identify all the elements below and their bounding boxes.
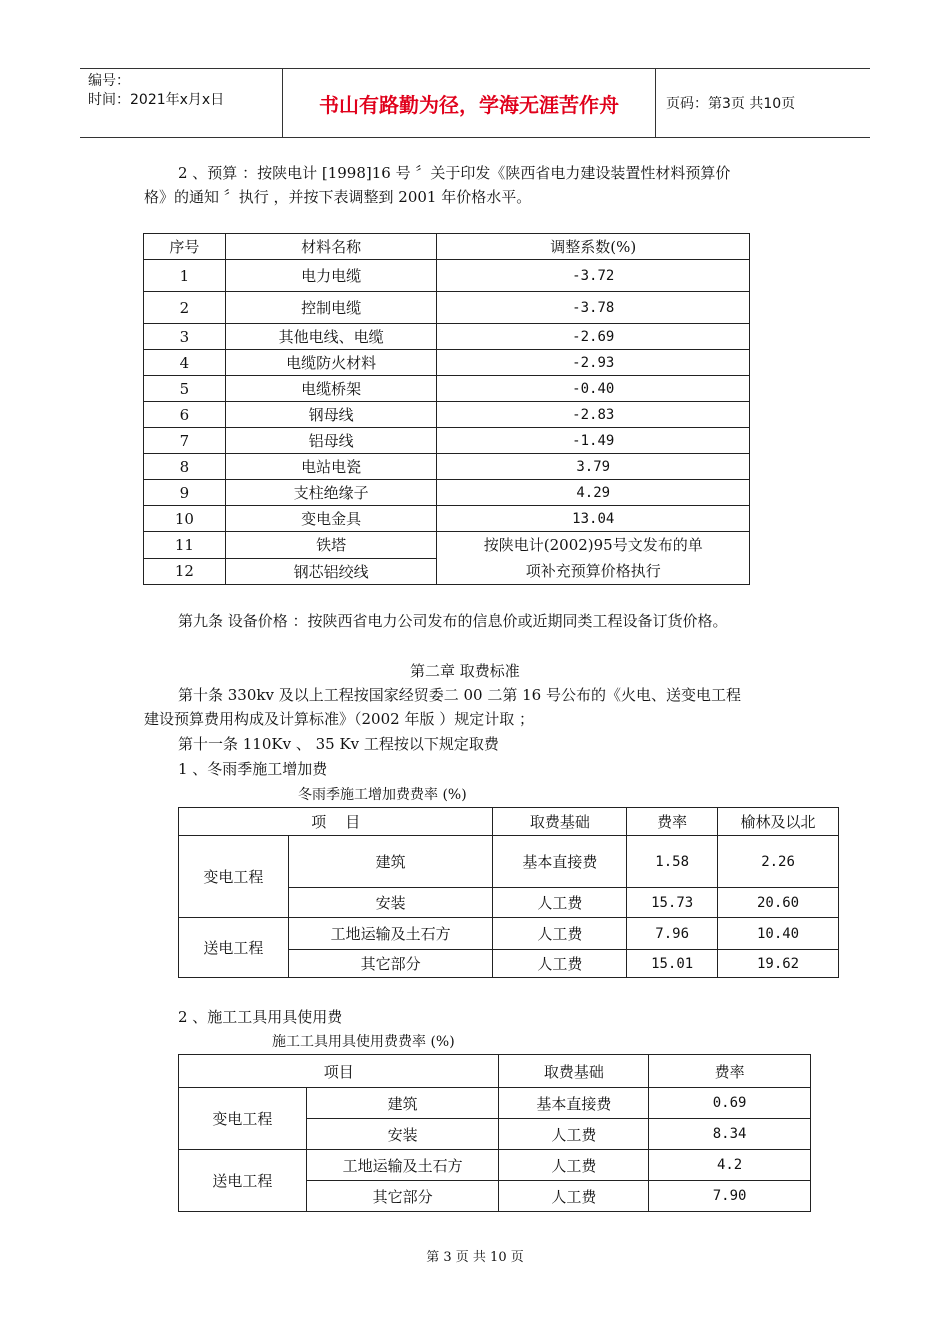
row-coef: -0.40 — [437, 376, 750, 402]
row-name: 其他电线、电缆 — [225, 324, 437, 350]
material-adjustment-table — [143, 233, 750, 585]
page-header — [80, 68, 870, 138]
row-item: 建筑 — [288, 836, 493, 888]
row-item: 建筑 — [306, 1088, 499, 1119]
row-name: 电缆桥架 — [225, 376, 437, 402]
table-row — [144, 324, 750, 350]
winter-rain-fee-table — [178, 807, 839, 978]
row-coef: -2.83 — [437, 402, 750, 428]
header-rate: 费率 — [649, 1055, 811, 1088]
row-north: 19.62 — [718, 950, 839, 978]
group-transmission: 送电工程 — [179, 918, 289, 978]
header-base: 取费基础 — [499, 1055, 649, 1088]
row-name: 电力电缆 — [225, 260, 437, 292]
row-no: 5 — [144, 376, 226, 402]
header-item: 项目 — [179, 1055, 499, 1088]
table-header-row — [144, 234, 750, 260]
header-rate: 费率 — [627, 808, 718, 836]
row-name: 支柱绝缘子 — [225, 480, 437, 506]
table-row — [144, 292, 750, 324]
header-seq: 序号 — [144, 234, 226, 260]
row-base: 人工费 — [493, 918, 627, 950]
row-coef: -1.49 — [437, 428, 750, 454]
row-name: 钢母线 — [225, 402, 437, 428]
row-north: 20.60 — [718, 888, 839, 918]
header-north: 榆林及以北 — [718, 808, 839, 836]
table-row — [144, 480, 750, 506]
row-north: 2.26 — [718, 836, 839, 888]
table-header-row — [179, 1055, 811, 1088]
item-1-heading: 1 、冬雨季施工增加费 — [178, 760, 328, 778]
row-rate: 7.90 — [649, 1181, 811, 1212]
group-substation: 变电工程 — [179, 836, 289, 918]
header-material: 材料名称 — [225, 234, 437, 260]
row-coef: -2.93 — [437, 350, 750, 376]
row-rate: 1.58 — [627, 836, 718, 888]
group-transmission: 送电工程 — [179, 1150, 307, 1212]
table-row — [144, 376, 750, 402]
header-base: 取费基础 — [493, 808, 627, 836]
merged-note-cell — [437, 532, 750, 585]
row-no: 8 — [144, 454, 226, 480]
table-row — [144, 532, 750, 559]
header-motto: 书山有路勤为径，学海无涯苦作舟 — [282, 69, 656, 137]
budget-paragraph-line1: 2 、预算 ：按陕电计 [1998]16 号 〞关于印发《陕西省电力建设装置性材料预算价 — [178, 164, 731, 182]
table-row — [144, 454, 750, 480]
article-9: 第九条 设备价格 ：按陕西省电力公司发布的信息价或近期同类工程设备订货价格。 — [178, 612, 728, 630]
row-no: 4 — [144, 350, 226, 376]
row-coef: -3.78 — [437, 292, 750, 324]
row-base: 人工费 — [493, 888, 627, 918]
table3-caption: 施工工具用具使用费费率 (%) — [272, 1034, 455, 1050]
row-name: 铝母线 — [225, 428, 437, 454]
table-header-row — [179, 808, 839, 836]
article-10-line2: 建设预算费用构成及计算标准》（2002 年版 ）规定计取 ； — [144, 710, 534, 728]
row-item: 安装 — [306, 1119, 499, 1150]
row-rate: 0.69 — [649, 1088, 811, 1119]
header-coef: 调整系数(%) — [437, 234, 750, 260]
row-no: 6 — [144, 402, 226, 428]
table-row — [144, 428, 750, 454]
row-no: 7 — [144, 428, 226, 454]
row-name: 电站电瓷 — [225, 454, 437, 480]
article-10-line1: 第十条 330kv 及以上工程按国家经贸委二 00 二第 16 号公布的《火电、送变电工程 — [178, 686, 741, 704]
date-label: 时间：2021年x月x日 — [88, 92, 225, 108]
row-item: 工地运输及土石方 — [306, 1150, 499, 1181]
row-name: 铁塔 — [225, 532, 437, 559]
row-rate: 8.34 — [649, 1119, 811, 1150]
article-11: 第十一条 110Kv 、 35 Kv 工程按以下规定取费 — [178, 735, 499, 753]
row-item: 其它部分 — [288, 950, 493, 978]
row-base: 人工费 — [499, 1150, 649, 1181]
row-no: 11 — [144, 532, 226, 559]
row-no: 3 — [144, 324, 226, 350]
row-no: 9 — [144, 480, 226, 506]
row-item: 工地运输及土石方 — [288, 918, 493, 950]
table-row — [179, 1150, 811, 1181]
table-row — [144, 402, 750, 428]
row-base: 基本直接费 — [499, 1088, 649, 1119]
row-item: 安装 — [288, 888, 493, 918]
tool-usage-fee-table — [178, 1054, 811, 1212]
group-substation: 变电工程 — [179, 1088, 307, 1150]
row-name: 钢芯铝绞线 — [225, 558, 437, 585]
row-base: 人工费 — [499, 1119, 649, 1150]
row-coef: -3.72 — [437, 260, 750, 292]
budget-paragraph-line2: 格》的通知 〞执行 ，并按下表调整到 2001 年价格水平。 — [144, 188, 532, 206]
row-rate: 7.96 — [627, 918, 718, 950]
row-base: 人工费 — [493, 950, 627, 978]
serial-label: 编号： — [88, 73, 130, 89]
row-name: 变电金具 — [225, 506, 437, 532]
row-name: 控制电缆 — [225, 292, 437, 324]
header-meta — [88, 72, 278, 110]
table-row — [144, 506, 750, 532]
merged-note-line1: 按陕电计(2002)95号文发布的单 — [483, 536, 703, 554]
row-coef: 13.04 — [437, 506, 750, 532]
row-rate: 4.2 — [649, 1150, 811, 1181]
table-row — [144, 260, 750, 292]
row-rate: 15.73 — [627, 888, 718, 918]
header-item: 项 目 — [179, 808, 493, 836]
table-row — [179, 1088, 811, 1119]
row-base: 基本直接费 — [493, 836, 627, 888]
row-item: 其它部分 — [306, 1181, 499, 1212]
row-name: 电缆防火材料 — [225, 350, 437, 376]
table-row — [144, 350, 750, 376]
row-rate: 15.01 — [627, 950, 718, 978]
merged-note-line2: 项补充预算价格执行 — [525, 562, 661, 580]
row-coef: -2.69 — [437, 324, 750, 350]
row-no: 10 — [144, 506, 226, 532]
table-row — [179, 836, 839, 888]
chapter-title: 第二章 取费标准 — [410, 662, 520, 680]
page-footer: 第 3 页 共 10 页 — [426, 1250, 524, 1265]
row-no: 2 — [144, 292, 226, 324]
row-no: 12 — [144, 558, 226, 585]
row-base: 人工费 — [499, 1181, 649, 1212]
item-2-heading: 2 、施工工具用具使用费 — [178, 1008, 343, 1026]
table2-caption: 冬雨季施工增加费费率 (%) — [298, 787, 467, 803]
header-page-info: 页码：第3页 共10页 — [666, 96, 796, 112]
table-row — [179, 918, 839, 950]
row-coef: 3.79 — [437, 454, 750, 480]
row-coef: 4.29 — [437, 480, 750, 506]
row-north: 10.40 — [718, 918, 839, 950]
row-no: 1 — [144, 260, 226, 292]
